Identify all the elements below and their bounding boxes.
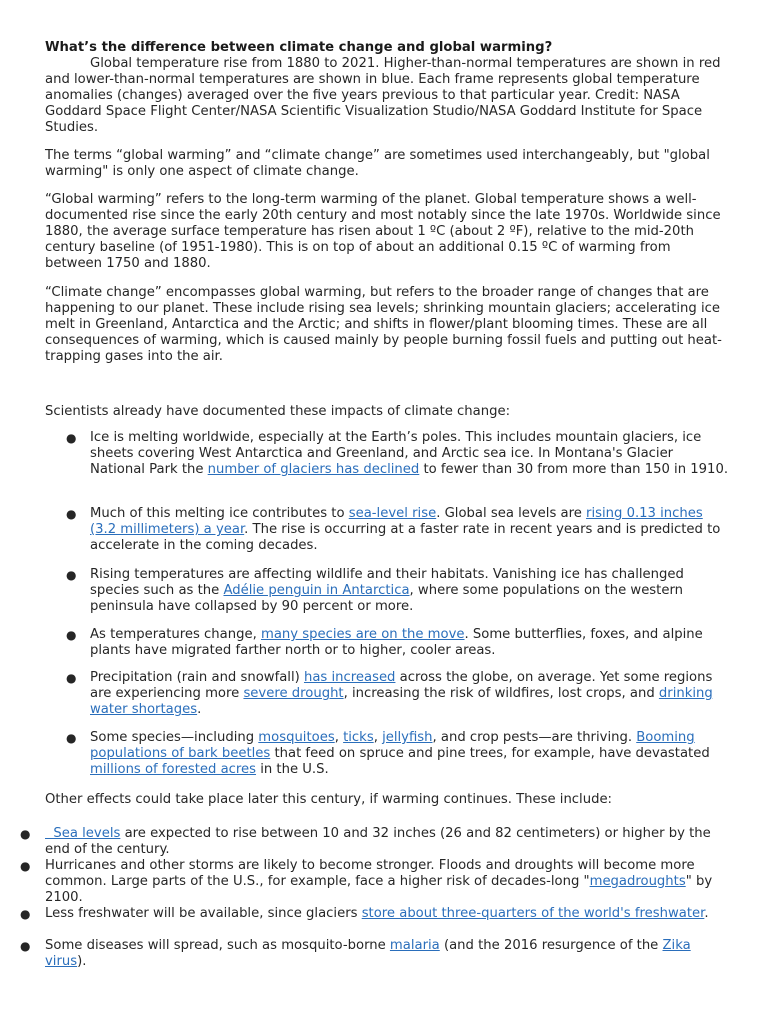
list-item: ● Sea levels are expected to rise between 10 and 32 inches (26 and 82 centimeters) or higher by the end of the century. bbox=[20, 826, 711, 857]
bullet-icon: ● bbox=[20, 859, 31, 873]
list-item: ● Hurricanes and other storms are likely to become stronger. Floods and droughts will become more common. Large parts of the U.S., for example, face a higher risk of decades-long "megadroughts" by 2100. bbox=[20, 858, 713, 905]
page-title: What’s the difference between climate change and global warming? bbox=[45, 40, 553, 55]
list-item: ● Some diseases will spread, such as mosquito-borne malaria (and the 2016 resurgence of the Zika virus). bbox=[20, 938, 691, 969]
link-jellyfish[interactable]: jellyfish bbox=[382, 730, 433, 745]
bullet-icon: ● bbox=[66, 671, 77, 685]
link-precipitation-increased[interactable]: has increased bbox=[303, 670, 396, 685]
caption-text: Global temperature rise from 1880 to 2021. Higher-than-normal temperatures are shown in red and lower-than-normal temperatures are shown in blue. Each frame represents global temperature anomalies (changes) averaged over the five years previous to that particular year. Credit: NASA Goddard Space Flight Center/NASA Scientific Visualization Studio/NASA Goddard Institute for Space Studies. bbox=[45, 56, 721, 135]
paragraph-impacts-intro: Scientists already have documented these impacts of climate change: bbox=[45, 404, 511, 419]
bullet-icon: ● bbox=[66, 568, 77, 582]
link-ticks[interactable]: ticks bbox=[343, 730, 374, 745]
link-mosquitoes[interactable]: mosquitoes bbox=[258, 730, 335, 745]
bullet-icon: ● bbox=[66, 731, 77, 745]
video-caption bbox=[45, 56, 725, 136]
bullet-icon: ● bbox=[20, 939, 31, 953]
paragraph-terms: The terms “global warming” and “climate change” are sometimes used interchangeably, but "global warming" is only one aspect of climate change. bbox=[45, 148, 710, 179]
link-glaciers-declined[interactable]: number of glaciers has declined bbox=[207, 462, 420, 477]
bullet-icon: ● bbox=[66, 431, 77, 445]
paragraph-climate-change: “Climate change” encompasses global warming, but refers to the broader range of changes that are happening to our planet. These include rising sea levels; shrinking mountain glaciers; accelerating ice melt in Greenland, Antarctica and the Arctic; and shifts in flower/plant blooming times. These are all consequences of warming, which is caused mainly by people burning fossil fuels and putting out heat-trapping gases into the air. bbox=[45, 285, 722, 364]
link-malaria[interactable]: malaria bbox=[389, 938, 440, 953]
bullet-icon: ● bbox=[20, 827, 31, 841]
list-item: ● Less freshwater will be available, since glaciers store about three-quarters of the world's freshwater. bbox=[20, 906, 709, 921]
link-adelie-penguin[interactable]: Adélie penguin in Antarctica bbox=[223, 583, 410, 598]
paragraph-global-warming: “Global warming” refers to the long-term warming of the planet. Global temperature shows a well-documented rise since the early 20th century and most notably since the late 1970s. Worldwide since 1880, the average surface temperature has risen about 1 ºC (about 2 ºF), relative to the mid-20th century baseline (of 1951-1980). This is on top of about an additional 0.15 ºC of warming from between 1750 and 1880. bbox=[45, 192, 721, 271]
link-water-shortages[interactable]: drinking water shortages bbox=[90, 686, 713, 717]
list-item: ● Precipitation (rain and snowfall) has increased across the globe, on average. Yet some regions are experiencing more severe drought, increasing the risk of wildfires, lost crops, and drinking water shortages. bbox=[66, 670, 713, 717]
bullet-icon: ● bbox=[66, 507, 77, 521]
list-item: ● Some species—including mosquitoes, ticks, jellyfish, and crop pests—are thriving. Booming populations of bark beetles that feed on spruce and pine trees, for example, have devastated millions of forested acres in the U.S. bbox=[66, 730, 710, 777]
link-severe-drought[interactable]: severe drought bbox=[243, 686, 344, 701]
bullet-icon: ● bbox=[66, 628, 77, 642]
link-bark-beetles[interactable]: Booming populations of bark beetles bbox=[90, 730, 695, 761]
list-item: ● Ice is melting worldwide, especially at the Earth’s poles. This includes mountain glaciers, ice sheets covering West Antarctica and Greenland, and Arctic sea ice. In Montana's Glacier National Park the number of glaciers has declined to fewer than 30 from more than 150 in 1910. bbox=[66, 430, 729, 477]
link-sea-level-rise[interactable]: sea-level rise bbox=[348, 506, 437, 521]
paragraph-future-effects: Other effects could take place later this century, if warming continues. These include: bbox=[45, 792, 612, 807]
link-freshwater[interactable]: store about three-quarters of the world's freshwater bbox=[361, 906, 705, 921]
bullet-icon: ● bbox=[20, 907, 31, 921]
link-species-on-move[interactable]: many species are on the move bbox=[260, 627, 465, 642]
link-zika-virus[interactable]: Zika virus bbox=[45, 938, 691, 969]
link-sea-levels[interactable]: Sea levels bbox=[45, 826, 121, 841]
list-item: ● Much of this melting ice contributes to sea-level rise. Global sea levels are rising 0.13 inches (3.2 millimeters) a year. The rise is occurring at a faster rate in recent years and is predicted to accelerate in the coming decades. bbox=[66, 506, 721, 553]
link-sea-level-rate[interactable]: rising 0.13 inches (3.2 millimeters) a year bbox=[90, 506, 703, 537]
list-item: ● As temperatures change, many species are on the move. Some butterflies, foxes, and alpine plants have migrated farther north or to higher, cooler areas. bbox=[66, 627, 703, 658]
link-forested-acres[interactable]: millions of forested acres bbox=[90, 762, 257, 777]
list-item: ● Rising temperatures are affecting wildlife and their habitats. Vanishing ice has challenged species such as the Adélie penguin in Antarctica, where some populations on the western peninsula have collapsed by 90 percent or more. bbox=[66, 567, 684, 614]
link-megadroughts[interactable]: megadroughts bbox=[589, 874, 686, 889]
